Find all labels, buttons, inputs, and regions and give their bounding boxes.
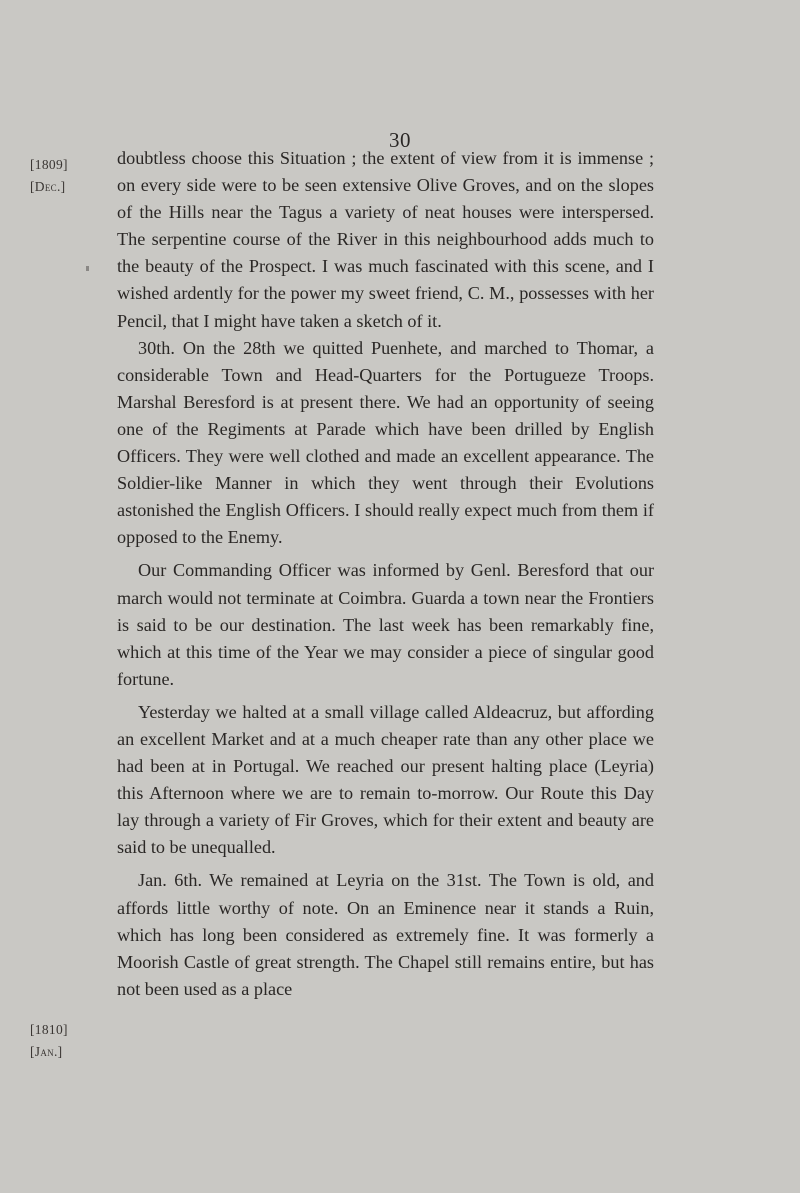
margin-note-year: [1810] — [30, 1022, 68, 1037]
paragraph: 30th. On the 28th we quitted Puenhete, and marched to Thomar, a considerable Town and Head-Quarters for the Portugueze Troops. Marshal Beresford is at present there. We had an opportunity of seeing one of the Regiments at Parade which have been drilled by English Officers. They were well clothed and made an excellent appearance. The Soldier-like Manner in which they went through their Evolutions astonished the English Officers. I should really expect much from them if opposed to the Enemy. — [117, 337, 654, 548]
paragraph: Our Commanding Officer was informed by Genl. Beresford that our march would not terminate at Coimbra. Guarda a town near the Frontiers is said to be our destination. The last week has been remarkably fine, which at this time of the Year we may consider a piece of singular good fortune. — [117, 560, 654, 689]
paragraph: Yesterday we halted at a small village called Aldeacruz, but affording an excellent Market and at a much cheaper rate than any other place we had been at in Portugal. We reached our present halting place (Leyria) this Afternoon where we are to remain to-morrow. Our Route this Day lay through a variety of Fir Groves, which for their extent and beauty are said to be unequalled. — [117, 701, 654, 858]
margin-note-month: [Jan.] — [30, 1044, 63, 1059]
margin-note-1809 — [30, 154, 68, 198]
stray-mark — [86, 266, 89, 271]
body-text — [117, 145, 654, 1003]
margin-note-year: [1809] — [30, 157, 68, 172]
margin-note-month: [Dec.] — [30, 179, 66, 194]
paragraph: doubtless choose this Situation ; the extent of view from it is immense ; on every side were to be seen extensive Olive Groves, and on the slopes of the Hills near the Tagus a variety of neat houses were interspersed. The serpentine course of the River in this neighbourhood adds much to the beauty of the Prospect. I was much fascinated with this scene, and I wished ardently for the power my sweet friend, C. M., possesses with her Pencil, that I might have taken a sketch of it. — [117, 148, 654, 331]
page-number: 30 — [389, 128, 411, 152]
margin-note-1810 — [30, 1019, 68, 1063]
paragraph: Jan. 6th. We remained at Leyria on the 31st. The Town is old, and affords little worthy of note. On an Eminence near it stands a Ruin, which has long been considered as extremely fine. It was formerly a Moorish Castle of great strength. The Chapel still remains entire, but has not been used as a place — [117, 870, 654, 999]
